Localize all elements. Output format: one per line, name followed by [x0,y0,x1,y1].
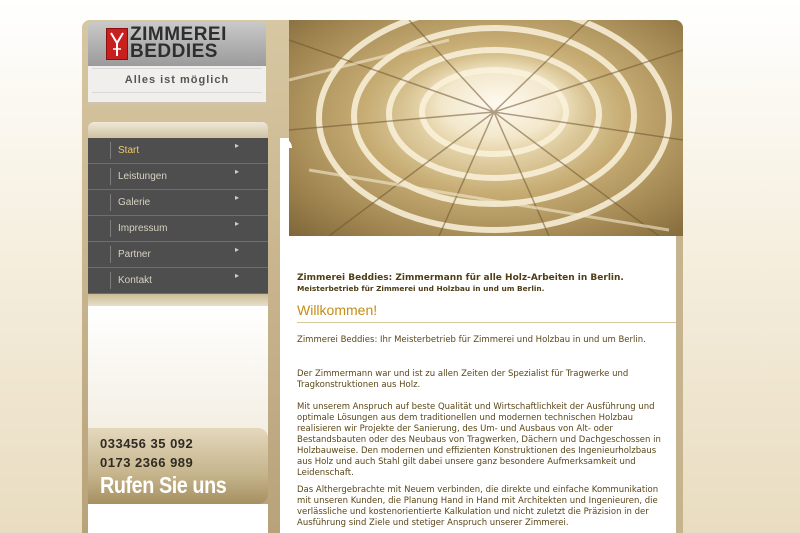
nav-footer [88,294,268,306]
hero-image [289,20,683,236]
nav-item-label: Leistungen [118,171,167,182]
welcome-heading: Willkommen! [297,302,378,318]
sidebar-panel [88,306,268,436]
nav-header-cap [88,122,268,138]
nav-item-leistungen[interactable] [88,164,268,190]
nav-item-start[interactable] [88,138,268,164]
phone-number-landline[interactable]: 033456 35 092 [100,436,194,451]
call-to-action: Rufen Sie uns [100,472,227,498]
logo-banner [88,22,266,66]
sidebar-bottom [88,504,268,533]
logo-divider [92,92,262,93]
intro-paragraph: Zimmerei Beddies: Ihr Meisterbetrieb für Zimmerei und Holzbau in und um Berlin. [297,335,646,345]
nav-divider [110,272,111,289]
chevron-right-icon: ▸ [235,193,240,202]
logo-wordmark [130,26,266,60]
logo-line-1: ZIMMEREI [130,24,227,45]
nav-item-partner[interactable] [88,242,268,268]
nav-item-galerie[interactable] [88,190,268,216]
nav-divider [110,220,111,237]
logo[interactable] [88,22,266,102]
nav-item-label: Kontakt [118,275,152,286]
chevron-right-icon: ▸ [235,167,240,176]
nav-divider [110,194,111,211]
main-navigation [88,138,268,294]
content-right-edge [676,236,683,533]
site-frame [82,20,683,533]
nav-item-impressum[interactable] [88,216,268,242]
logo-shadow [88,102,266,106]
chevron-right-icon: ▸ [235,271,240,280]
logo-slogan: Alles ist möglich [124,74,230,86]
page-headline: Zimmerei Beddies: Zimmermann für alle Holz-Arbeiten in Berlin. [297,273,624,283]
history-paragraph: Der Zimmermann war und ist zu allen Zeiten der Spezialist für Tragwerke und Tragkonstruktionen aus Holz. [297,369,629,390]
phone-number-mobile[interactable]: 0173 2366 989 [100,455,194,470]
nav-item-label: Start [118,145,140,156]
tool-icon [106,28,128,60]
nav-divider [110,142,111,159]
contact-box [88,428,268,504]
hero-ceiling-graphic [289,20,683,236]
chevron-right-icon: ▸ [235,219,240,228]
nav-divider [110,246,111,263]
heading-divider [297,322,676,323]
quality-paragraph: Mit unserem Anspruch auf beste Qualität und Wirtschaftlichkeit der Ausführung und optimale Lösungen aus dem traditionellen und modernen technischen Holzbau realisieren wir Projekte der Sanierung, des Um- und Ausbaus von Alt- oder Bestandsbauten oder des Neubaus von Tragwerken, Dächern und Dachgeschossen in Holzbauweise. Den modernen und effizienten Konstruktionen des Ingenieurholzbaus aus Holz und auch Stahl gilt dabei unsere ganz besondere Aufmerksamkeit und Leidenschaft. [297,402,661,478]
main-content [289,236,676,533]
page-subheadline: Meisterbetrieb für Zimmerei und Holzbau in und um Berlin. [297,284,545,293]
logo-divider [92,68,262,69]
nav-item-label: Partner [118,249,151,260]
nav-item-kontakt[interactable] [88,268,268,294]
nav-divider [110,168,111,185]
chevron-right-icon: ▸ [235,245,240,254]
nav-item-label: Galerie [118,197,151,208]
content-gutter [280,138,289,533]
logo-line-2: BEDDIES [130,41,218,62]
chevron-right-icon: ▸ [235,141,240,150]
nav-item-label: Impressum [118,223,168,234]
values-paragraph: Das Althergebrachte mit Neuem verbinden, die direkte und einfache Kommunikation mit unseren Kunden, die Planung Hand in Hand mit Architekten und Ingenieuren, die verlässliche und kostenorientierte Kalkulation und nicht zuletzt die Präzision in der Ausführung sind Ziele und stetiger Anspruch unserer Zimmerei. [297,485,659,528]
